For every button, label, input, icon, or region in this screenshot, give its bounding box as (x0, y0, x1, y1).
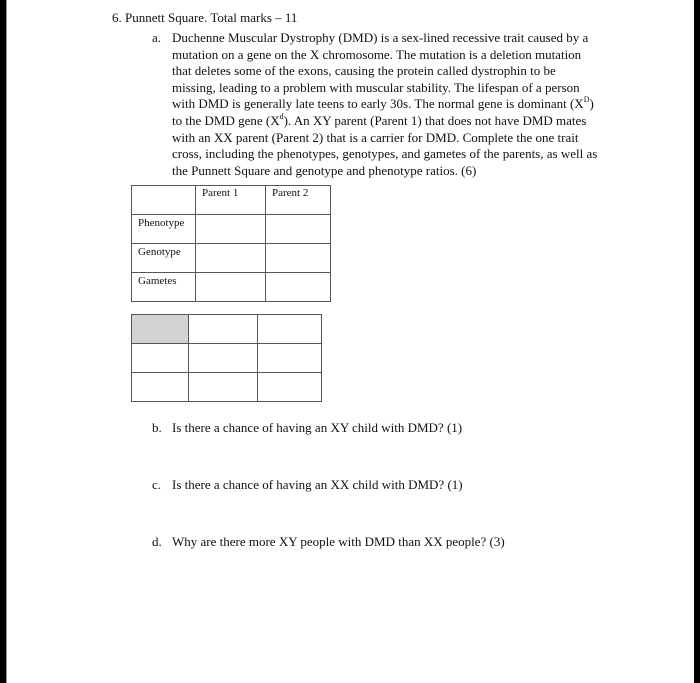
punnett-row (132, 373, 322, 402)
part-a-line: cross, including the phenotypes, genotypes, and gametes of the parents, as well as (172, 146, 598, 162)
punnett-cell[interactable] (132, 344, 189, 373)
part-a-text (172, 30, 610, 179)
part-b-question: Is there a chance of having an XY child with DMD? (1) (172, 420, 463, 435)
punnett-cell[interactable] (132, 373, 189, 402)
part-d-question: Why are there more XY people with DMD than XX people? (3) (172, 534, 505, 549)
punnett-row (132, 344, 322, 373)
parent-2-genotype-cell[interactable] (266, 244, 331, 273)
punnett-cell[interactable] (258, 315, 322, 344)
question-title (112, 10, 297, 26)
dominant-allele-close: ) (589, 96, 594, 112)
part-c-label: c. (152, 477, 162, 492)
dominant-allele-superscript: D (583, 95, 590, 105)
question-number: 6. (112, 10, 122, 25)
part-a-line: missing, leading to a problem with muscular stability. The lifespan of a person (172, 79, 580, 95)
right-border (694, 0, 700, 683)
part-a-label: a. (152, 30, 162, 45)
genotype-label: Genotype (132, 244, 196, 273)
part-a-line-text: to the DMD gene (X (172, 112, 280, 128)
left-border-line (6, 0, 7, 683)
parent-table (131, 185, 331, 302)
parent-2-gametes-cell[interactable] (266, 273, 331, 302)
parent-table-row (132, 215, 331, 244)
recessive-allele-superscript: d (279, 111, 284, 121)
part-a-line: the Punnett Square and genotype and phenotype ratios. (6) (172, 162, 477, 178)
parent-2-phenotype-cell[interactable] (266, 215, 331, 244)
punnett-cell[interactable] (258, 373, 322, 402)
punnett-cell[interactable] (258, 344, 322, 373)
part-a-line: that deletes some of the exons, causing the protein called dystrophin to be (172, 63, 556, 79)
part-a-line-recessive (172, 113, 610, 130)
phenotype-label: Phenotype (132, 215, 196, 244)
part-a-line: mutation on a gene on the X chromosome. The mutation is a deletion mutation (172, 46, 582, 62)
parent-1-header: Parent 1 (196, 186, 266, 215)
punnett-row (132, 315, 322, 344)
punnett-cell[interactable] (189, 315, 258, 344)
punnett-cell[interactable] (189, 373, 258, 402)
parent-1-gametes-cell[interactable] (196, 273, 266, 302)
parent-2-header: Parent 2 (266, 186, 331, 215)
part-b-label: b. (152, 420, 162, 435)
parent-table-corner-cell (132, 186, 196, 215)
recessive-allele-rest: ). An XY parent (Parent 1) that does not have DMD mates (283, 112, 587, 128)
parent-1-genotype-cell[interactable] (196, 244, 266, 273)
parent-1-phenotype-cell[interactable] (196, 215, 266, 244)
part-a-line: with an XX parent (Parent 2) that is a carrier for DMD. Complete the one trait (172, 129, 579, 145)
part-d-label: d. (152, 534, 162, 549)
part-c-question: Is there a chance of having an XX child with DMD? (1) (172, 477, 463, 492)
punnett-cell[interactable] (189, 344, 258, 373)
part-a-line-text: with DMD is generally late teens to early 30s. The normal gene is dominant (X (172, 96, 584, 112)
part-a-line-dominant (172, 96, 610, 113)
question-title-text: Punnett Square. Total marks – 11 (125, 10, 298, 25)
parent-table-row (132, 244, 331, 273)
parent-table-header-row (132, 186, 331, 215)
gametes-label: Gametes (132, 273, 196, 302)
punnett-square (131, 314, 322, 402)
parent-table-row (132, 273, 331, 302)
punnett-corner-cell (132, 315, 189, 344)
part-a-line: Duchenne Muscular Dystrophy (DMD) is a sex-lined recessive trait caused by a (172, 30, 589, 45)
